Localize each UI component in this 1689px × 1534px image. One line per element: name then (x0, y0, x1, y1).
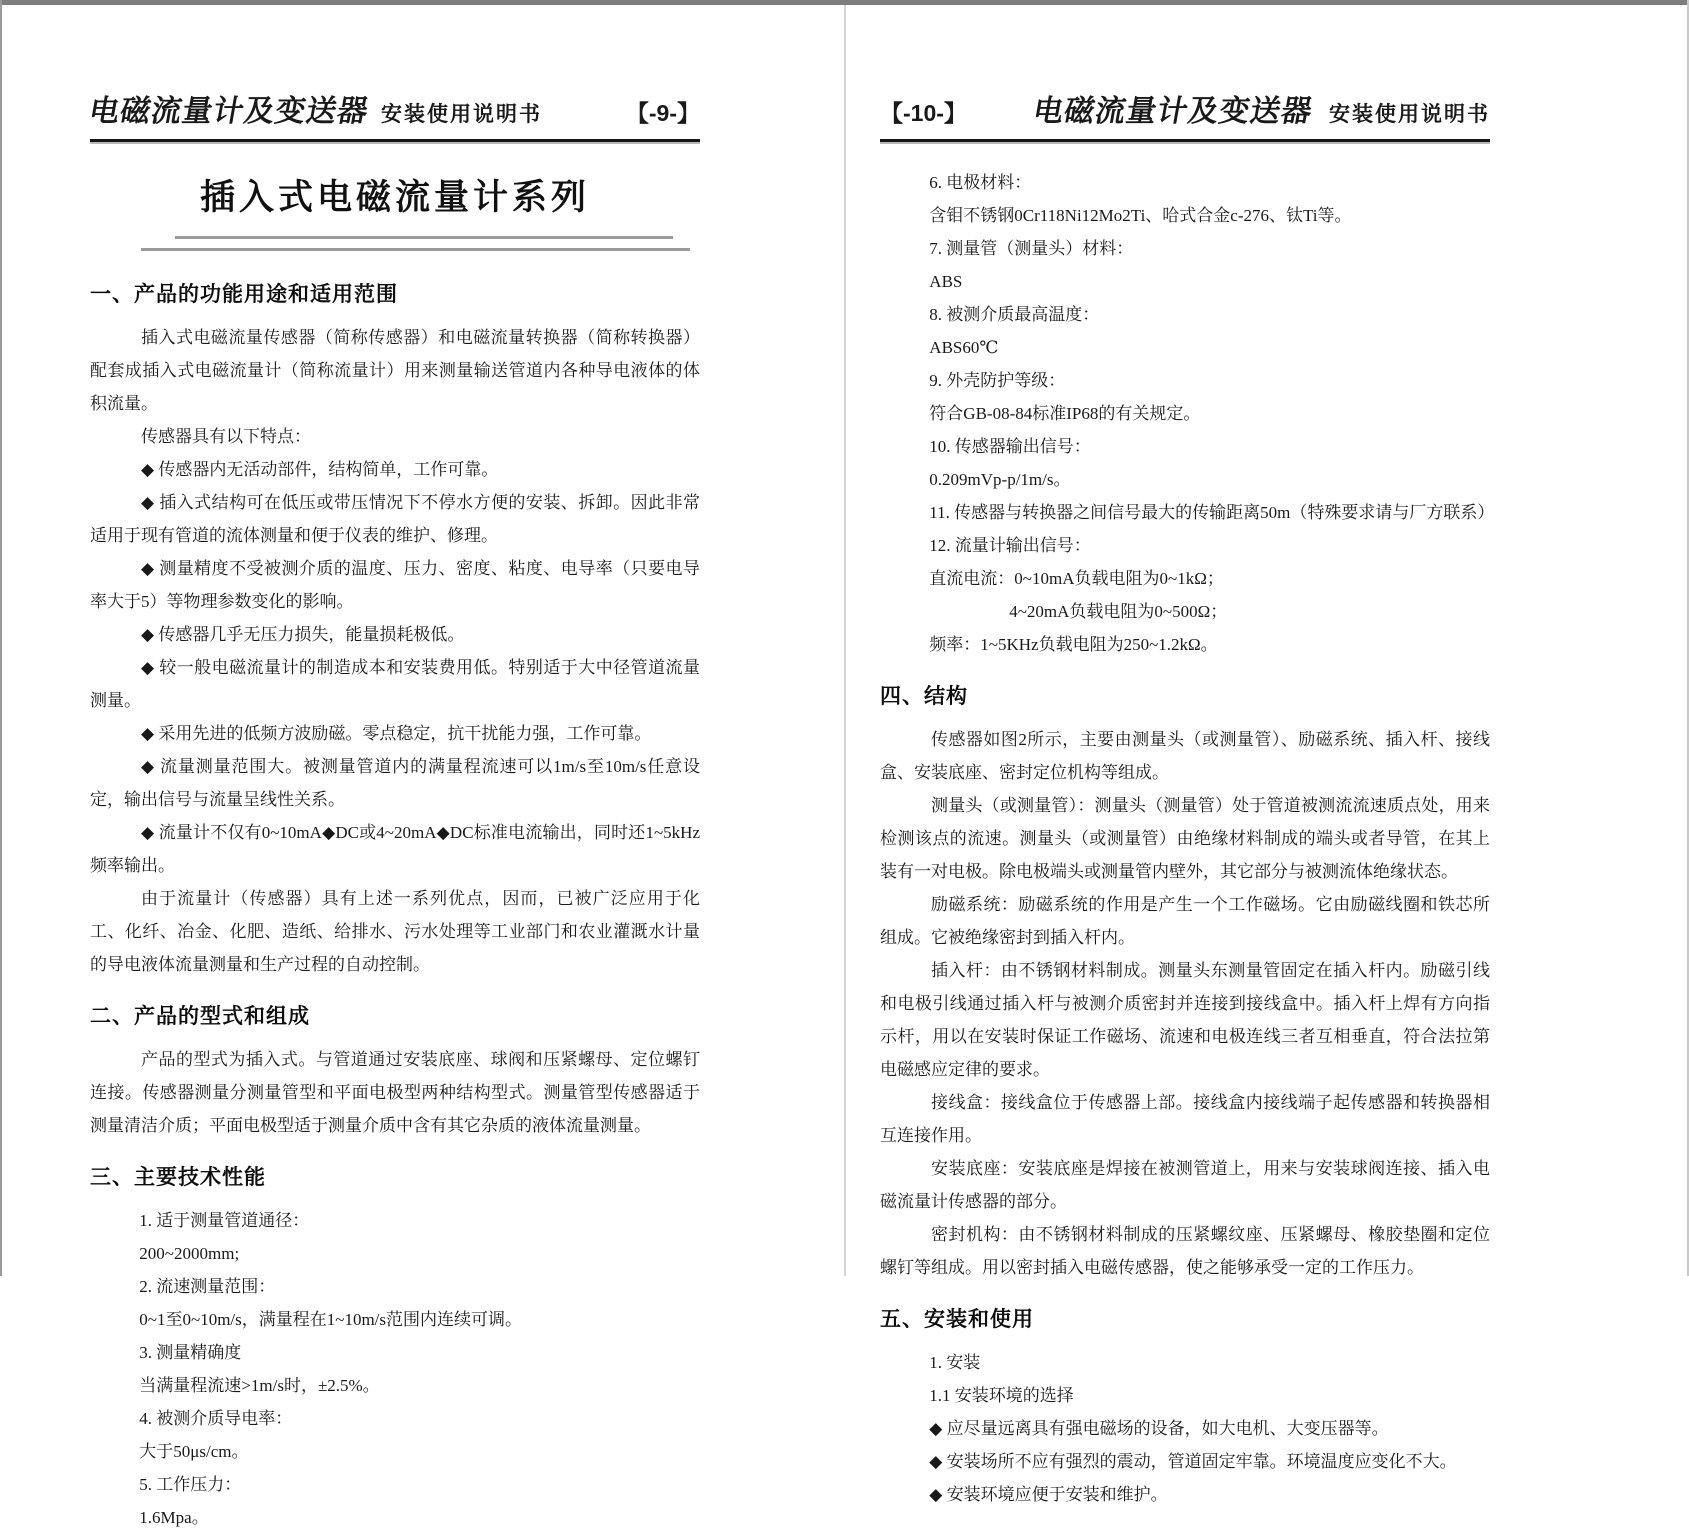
text-line: 0.209mVp-p/1m/s。 (929, 470, 1071, 489)
text-line: 插入式电磁流量传感器（简称传感器）和电磁流量转换器（简称转换器）配套成插入式电磁流量计（简称流量计）用来测量输送管道内各种导电液体的体积流量。 (90, 328, 700, 413)
text-line: ◆ 应尽量远离具有强电磁场的设备，如大电机、大变压器等。 (929, 1419, 1389, 1438)
text-line: 接线盒：接线盒位于传感器上部。接线盒内接线端子起传感器和转换器相互连接作用。 (880, 1093, 1490, 1145)
text-line: 5. 工作压力： (139, 1475, 242, 1494)
section-heading: 一、产品的功能用途和适用范围 (90, 283, 398, 306)
text-line: 7. 测量管（测量头）材料： (929, 239, 1134, 258)
text-line: 由于流量计（传感器）具有上述一系列优点，因而，已被广泛应用于化工、化纤、冶金、化肥、造纸、给排水、污水处理等工业部门和农业灌溉水计量的导电液体流量测量和生产过程的自动控制。 (90, 889, 700, 974)
text-line: 传感器如图2所示，主要由测量头（或测量管）、励磁系统、插入杆、接线盒、安装底座、密封定位机构等组成。 (880, 730, 1490, 782)
page-9 (0, 0, 844, 1527)
page-10-content (880, 166, 1495, 1511)
text-line: 2. 流速测量范围： (139, 1277, 276, 1296)
text-line: 11. 传感器与转换器之间信号最大的传输距离50m（特殊要求请与厂方联系） (929, 503, 1495, 522)
text-line: 8. 被测介质最高温度： (929, 305, 1100, 324)
text-line: 安装底座：安装底座是焊接在被测管道上，用来与安装球阀连接、插入电磁流量计传感器的部分。 (880, 1159, 1490, 1211)
text-line: 直流电流：0~10mA负载电阻为0~1kΩ； (929, 569, 1224, 588)
text-line: 0~1至0~10m/s，满量程在1~10m/s范围内连续可调。 (139, 1310, 523, 1329)
text-line: 1. 适于测量管道通径： (139, 1211, 310, 1230)
text-line: 1.1 安装环境的选择 (929, 1386, 1074, 1405)
text-line: 12. 流量计输出信号： (929, 536, 1091, 555)
text-line: ◆ 传感器内无活动部件，结构简单，工作可靠。 (141, 460, 499, 479)
text-line: 1. 安装 (929, 1353, 981, 1372)
document-title: 插入式电磁流量计系列 (199, 178, 590, 217)
manual-subtitle: 安装使用说明书 (1329, 103, 1490, 126)
text-line: ◆ 安装环境应便于安装和维护。 (929, 1485, 1168, 1504)
text-line: 10. 传感器输出信号： (929, 437, 1091, 456)
text-line: 大于50μs/cm。 (139, 1442, 249, 1461)
text-line: ◆ 较一般电磁流量计的制造成本和安装费用低。特别适于大中径管道流量测量。 (90, 658, 700, 710)
text-line: 传感器具有以下特点： (141, 427, 311, 446)
text-line: 4. 被测介质导电率： (139, 1409, 293, 1428)
text-line: ◆ 传感器几乎无压力损失，能量损耗极低。 (141, 625, 465, 644)
text-line: ◆ 流量计不仅有0~10mA◆DC或4~20mA◆DC标准电流输出，同时还1~5kHz频率输出。 (90, 823, 700, 875)
page-10 (845, 0, 1689, 1504)
manual-brand-title: 电磁流量计及变送器 (86, 95, 372, 128)
section-heading: 五、安装和使用 (880, 1308, 1034, 1331)
section-heading: 四、结构 (880, 685, 968, 708)
text-line: 符合GB-08-84标准IP68的有关规定。 (929, 404, 1201, 423)
text-line: ◆ 流量测量范围大。被测量管道内的满量程流速可以1m/s至10m/s任意设定，输出信号与流量呈线性关系。 (90, 757, 700, 809)
text-line: 200~2000mm; (139, 1244, 240, 1263)
text-line: 6. 电极材料： (929, 173, 1032, 192)
text-line: 励磁系统：励磁系统的作用是产生一个工作磁场。它由励磁线圈和铁芯所组成。它被绝缘密封到插入杆内。 (880, 895, 1490, 947)
title-rule-lower (141, 248, 690, 251)
section-heading: 二、产品的型式和组成 (90, 1005, 310, 1028)
text-line: ◆ 安装场所不应有强烈的震动，管道固定牢靠。环境温度应变化不大。 (929, 1452, 1457, 1471)
text-line: 频率：1~5KHz负载电阻为250~1.2kΩ。 (929, 635, 1218, 654)
text-line: 1.6Mpa。 (139, 1508, 209, 1527)
text-line: 9. 外壳防护等级： (929, 371, 1066, 390)
page-number-9: 【-9-】 (625, 100, 700, 126)
page-10-header (880, 0, 1490, 142)
page-number-10: 【-10-】 (880, 100, 967, 126)
title-underline-decoration (90, 233, 700, 259)
text-line: 插入杆：由不锈钢材料制成。测量头东测量管固定在插入杆内。励磁引线和电极引线通过插入杆与被测介质密封并连接到接线盒中。插入杆上焊有方向指示杆，用以在安装时保证工作磁场、流速和电极连线三者互相垂直，符合法拉第电磁感应定律的要求。 (880, 961, 1490, 1079)
manual-brand-title: 电磁流量计及变送器 (1030, 95, 1316, 128)
manual-subtitle: 安装使用说明书 (381, 103, 542, 126)
page-9-content (90, 280, 700, 1534)
text-line: 产品的型式为插入式。与管道通过安装底座、球阀和压紧螺母、定位螺钉连接。传感器测量分测量管型和平面电极型两种结构型式。测量管型传感器适于测量清洁介质；平面电极型适于测量介质中含有其它杂质的液体流量测量。 (90, 1050, 700, 1135)
text-line: 测量头（或测量管）：测量头（测量管）处于管道被测流流速质点处，用来检测该点的流速。测量头（或测量管）由绝缘材料制成的端头或者导管，在其上装有一对电极。除电极端头或测量管内壁外，其它部分与被测流体绝缘状态。 (880, 796, 1490, 881)
page-10-header-titles (1030, 86, 1490, 130)
text-line: 4~20mA负载电阻为0~500Ω； (1009, 602, 1228, 621)
text-line: 密封机构：由不锈钢材料制成的压紧螺纹座、压紧螺母、橡胶垫圈和定位螺钉等组成。用以密封插入电磁传感器，使之能够承受一定的工作压力。 (880, 1225, 1490, 1277)
text-line: ABS60℃ (929, 338, 999, 357)
text-line: ◆ 插入式结构可在低压或带压情况下不停水方便的安装、拆卸。因此非常适用于现有管道的流体测量和便于仪表的维护、修理。 (90, 493, 700, 545)
text-line: ◆ 采用先进的低频方波励磁。零点稳定，抗干扰能力强，工作可靠。 (141, 724, 652, 743)
text-line: ◆ 测量精度不受被测介质的温度、压力、密度、粘度、电导率（只要电导率大于5）等物理参数变化的影响。 (90, 559, 700, 611)
text-line: 含钼不锈钢0Cr118Ni12Mo2Ti、哈式合金c-276、钛Ti等。 (929, 206, 1352, 225)
title-rule-upper (175, 236, 673, 239)
section-heading: 三、主要技术性能 (90, 1166, 266, 1189)
page-9-header (86, 0, 700, 142)
text-line: 当满量程流速>1m/s时，±2.5%。 (139, 1376, 380, 1395)
text-line: ABS (929, 272, 963, 291)
text-line: 3. 测量精确度 (139, 1343, 242, 1362)
